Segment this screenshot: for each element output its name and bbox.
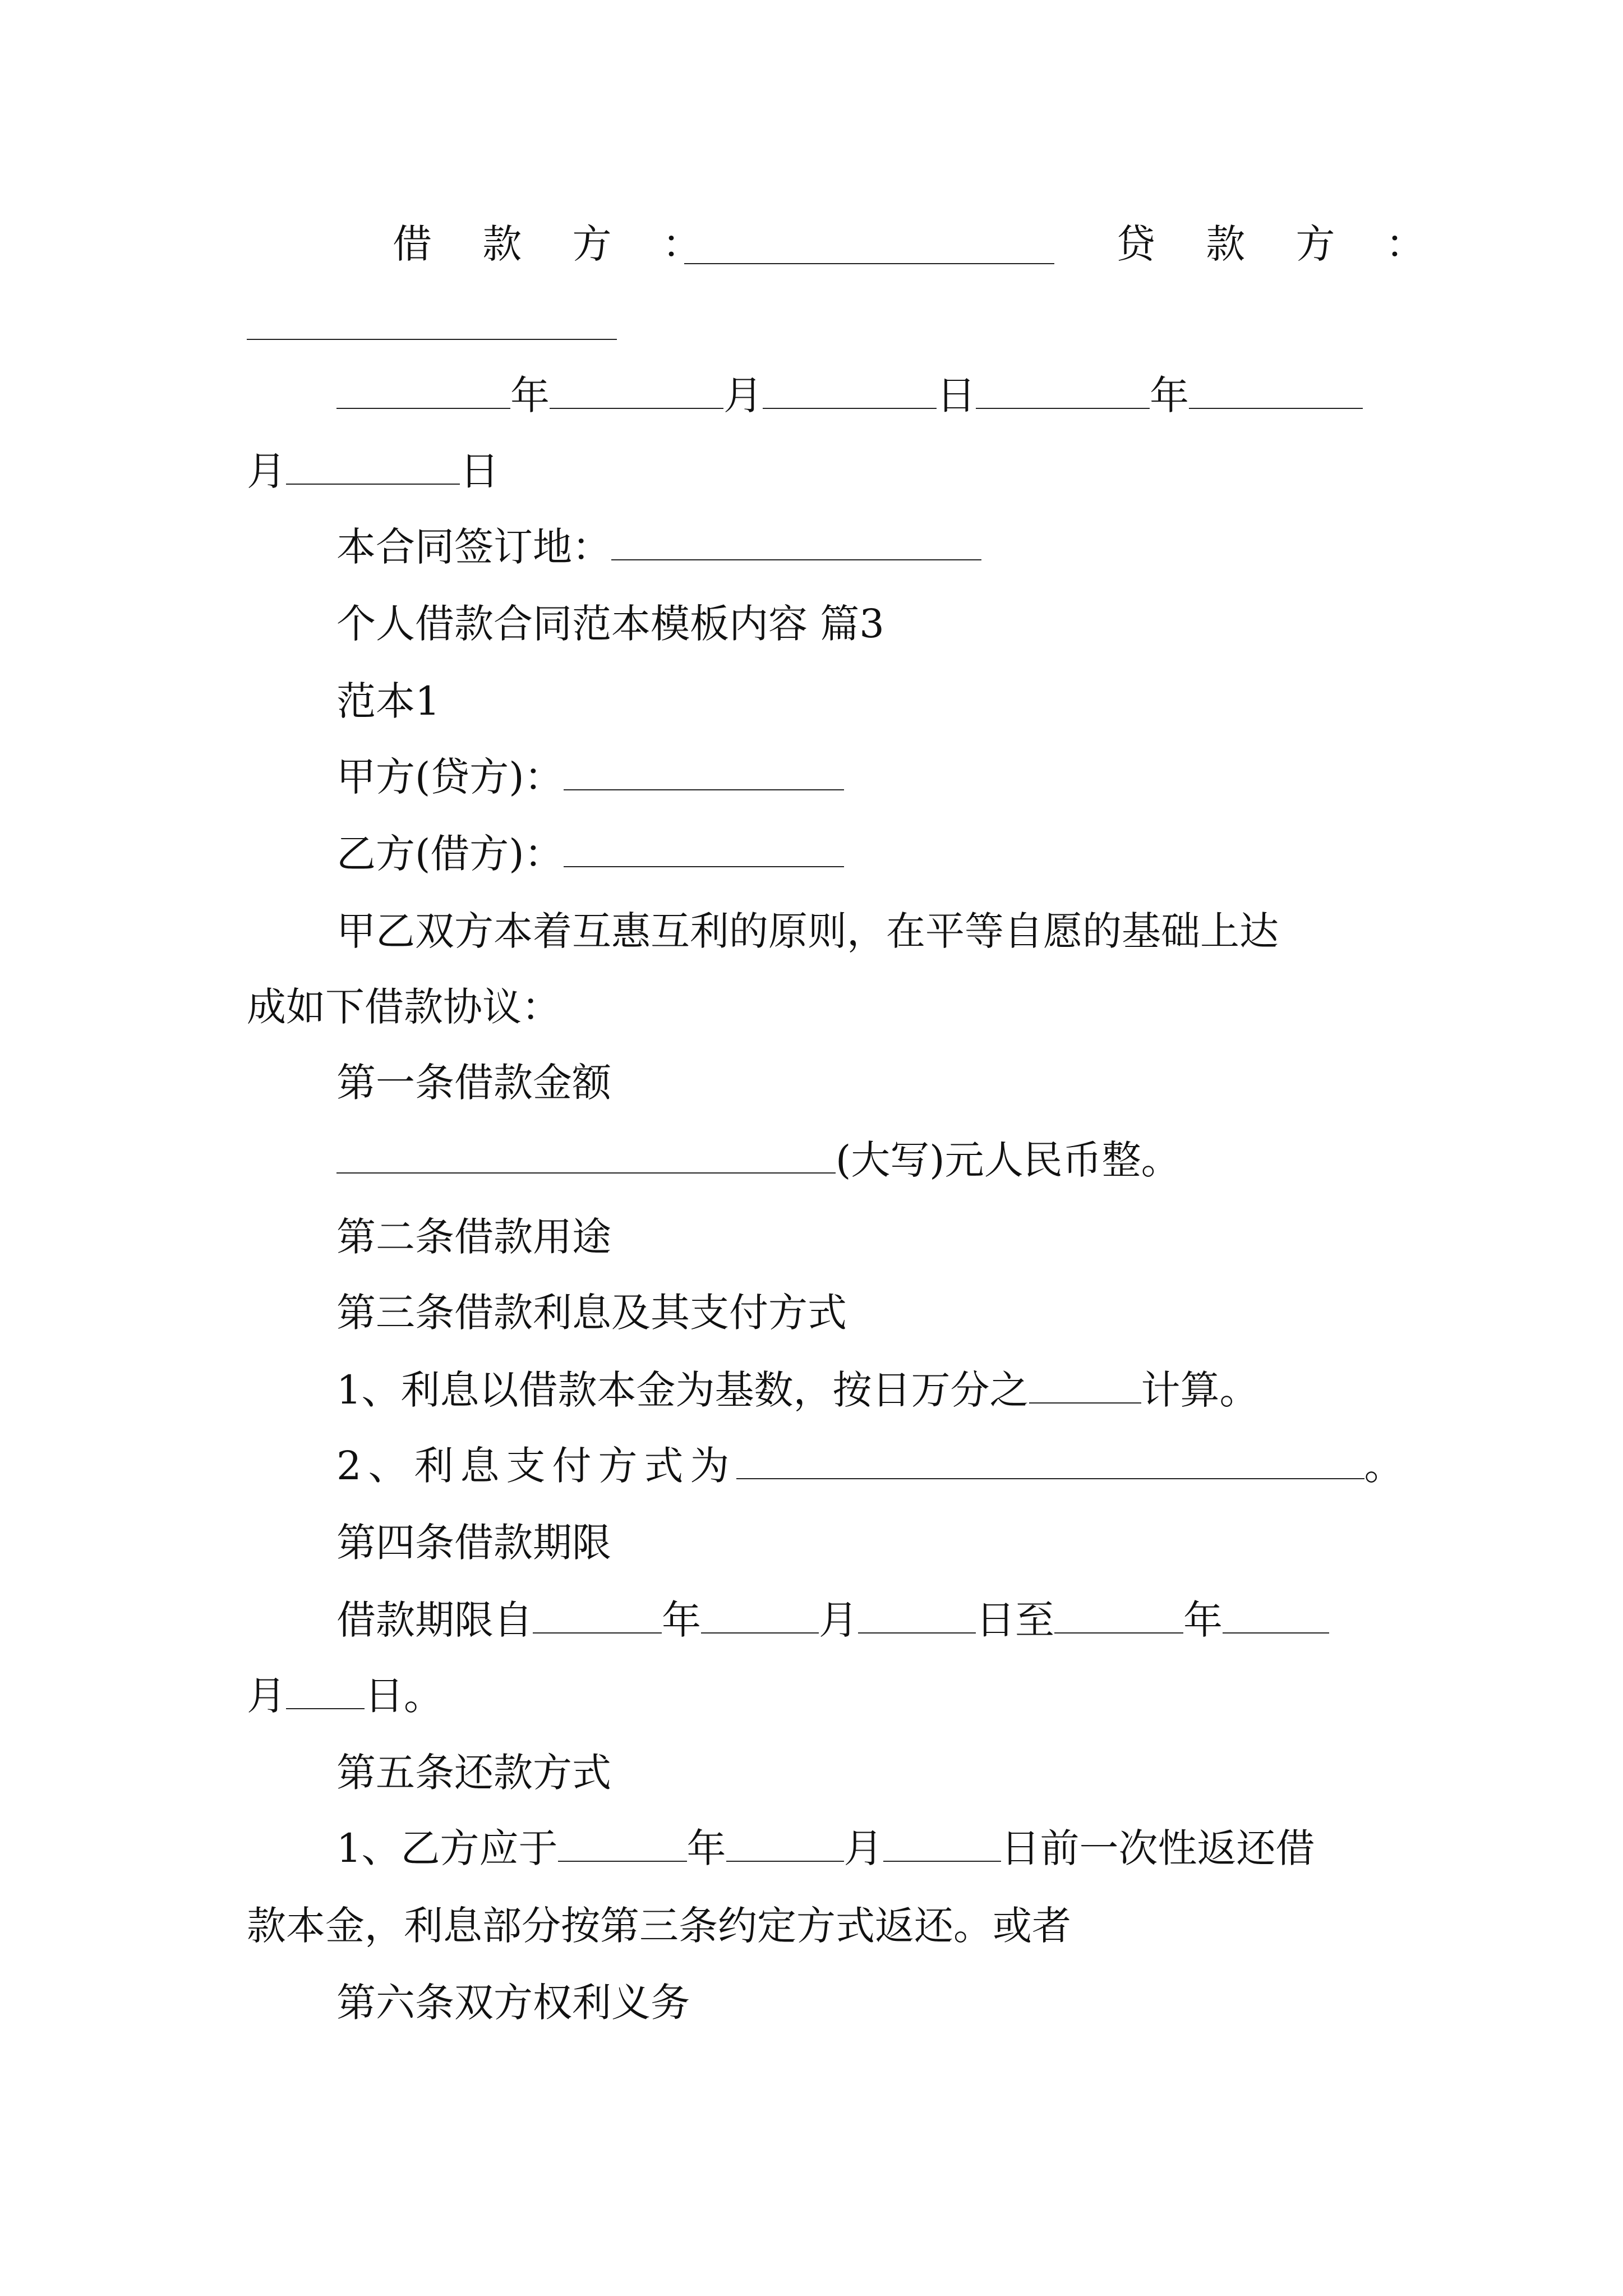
party-a-blank — [564, 781, 844, 790]
repay-month-label: 月 — [843, 1825, 883, 1871]
period-text: 借款期限自 — [336, 1597, 533, 1643]
sign-place-label: 本合同签订地： — [336, 524, 611, 570]
period-blank — [286, 1700, 365, 1709]
payment-method-text: 2、利息支付方式为 — [336, 1443, 736, 1489]
article-6-title: 第六条双方权利义务 — [336, 1980, 690, 2026]
party-a-label: 甲方(贷方)： — [336, 754, 564, 800]
party-b-blank — [564, 858, 844, 867]
article-5-title: 第五条还款方式 — [336, 1750, 611, 1796]
amount-blank — [336, 1165, 836, 1174]
date-blank — [550, 400, 723, 409]
period-day-label: 日至 — [976, 1597, 1054, 1643]
date-blank — [763, 400, 937, 409]
interest-rate-blank — [1029, 1395, 1141, 1404]
date-year-label: 年 — [510, 372, 550, 418]
interest-rate-text: 1、利息以借款本金为基数，按日万分之 — [336, 1367, 1029, 1413]
article-3-item-2 — [336, 1438, 1410, 1494]
period-month-label: 月 — [247, 1673, 286, 1719]
repay-year-label: 年 — [686, 1825, 726, 1871]
party-a-line — [336, 749, 844, 805]
section-title: 个人借款合同范本模板内容 篇3 — [336, 601, 884, 647]
article-1-amount — [336, 1132, 1181, 1188]
date-blank — [336, 400, 510, 409]
date-day-label: 日 — [460, 448, 499, 494]
period-blank — [533, 1625, 662, 1634]
period-year-label: 年 — [662, 1597, 701, 1643]
party-line — [393, 216, 721, 272]
date-line-cont — [247, 443, 499, 499]
period-blank — [858, 1625, 976, 1634]
lender-line — [1116, 216, 1444, 272]
lender-label: 贷 款 方 ： — [1116, 221, 1444, 267]
article-5-item-1-cont: 款本金，利息部分按第三条约定方式返还。或者 — [247, 1903, 1071, 1949]
sign-place-blank — [611, 551, 981, 560]
repay-day-label: 日前一次性返还借 — [1000, 1825, 1315, 1871]
repay-blank — [883, 1853, 1001, 1862]
period-blank — [1054, 1625, 1183, 1634]
date-line — [336, 367, 1363, 424]
sign-place-line — [336, 519, 981, 575]
lender-blank — [247, 331, 617, 340]
payment-method-suffix: 。 — [1364, 1443, 1410, 1489]
borrower-label: 借 款 方 ： — [393, 221, 721, 267]
date-year-label: 年 — [1150, 372, 1189, 418]
date-blank — [1189, 400, 1363, 409]
article-5-item-1 — [336, 1820, 1315, 1876]
article-3-item-1 — [336, 1362, 1259, 1418]
period-month-label: 月 — [819, 1597, 858, 1643]
party-b-line — [336, 826, 844, 882]
period-year-label: 年 — [1183, 1597, 1223, 1643]
sample-title: 范本1 — [336, 678, 440, 724]
date-month-label: 月 — [247, 448, 286, 494]
repay-text: 1、乙方应于 — [336, 1825, 558, 1871]
party-b-label: 乙方(借方)： — [336, 831, 564, 877]
repay-blank — [558, 1853, 687, 1862]
interest-rate-suffix: 计算。 — [1141, 1367, 1259, 1413]
borrower-blank — [684, 255, 1054, 264]
date-month-label: 月 — [723, 372, 763, 418]
article-4-period-cont — [247, 1668, 443, 1724]
repay-blank — [726, 1853, 844, 1862]
article-2-title: 第二条借款用途 — [336, 1214, 611, 1260]
article-1-title: 第一条借款金额 — [336, 1060, 611, 1106]
intro-paragraph-cont: 成如下借款协议： — [247, 984, 561, 1030]
article-3-title: 第三条借款利息及其支付方式 — [336, 1290, 847, 1336]
article-4-period — [336, 1592, 1329, 1648]
date-blank — [286, 476, 460, 485]
amount-text: (大写)元人民币整。 — [836, 1137, 1181, 1183]
date-blank — [976, 400, 1150, 409]
period-blank — [1223, 1625, 1329, 1634]
intro-paragraph: 甲乙双方本着互惠互利的原则，在平等自愿的基础上达 — [336, 908, 1279, 954]
date-day-label: 日 — [937, 372, 976, 418]
period-day-label: 日。 — [365, 1673, 443, 1719]
period-blank — [701, 1625, 819, 1634]
payment-method-blank — [736, 1470, 1364, 1479]
article-4-title: 第四条借款期限 — [336, 1520, 611, 1566]
